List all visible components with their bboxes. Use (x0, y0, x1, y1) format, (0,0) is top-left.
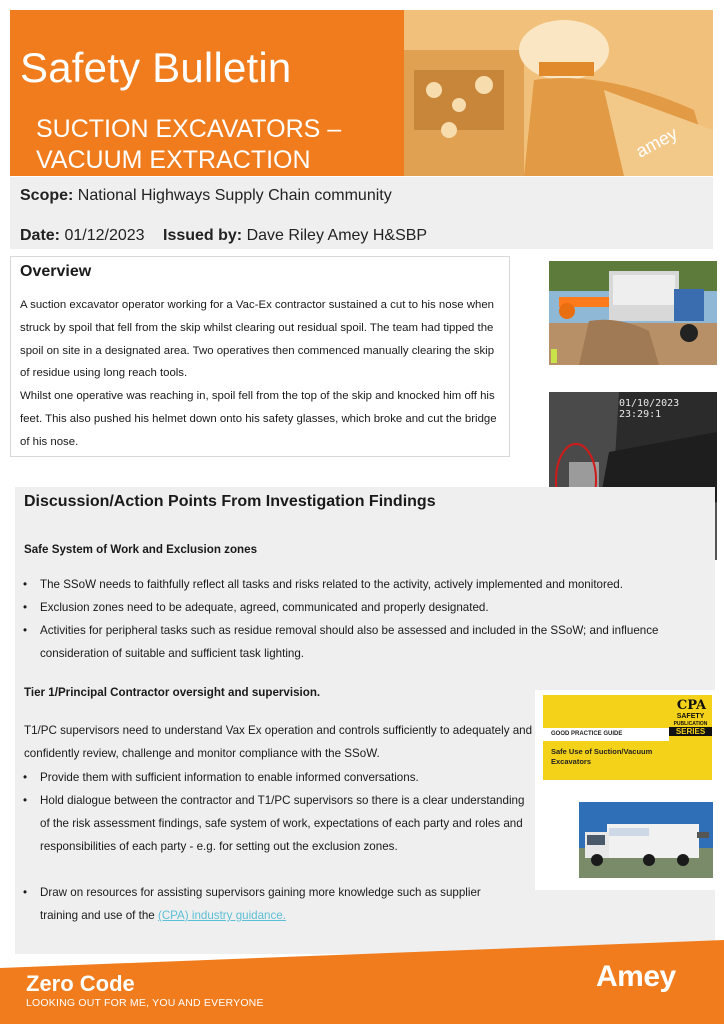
overview-section (10, 256, 510, 457)
cpa-logo: CPA (676, 698, 707, 713)
supervision-bullet: • Provide them with sufficient information to enable informed conversations. (23, 771, 419, 784)
issued-value: Dave Riley Amey H&SBP (246, 227, 428, 244)
overview-heading: Overview (20, 263, 92, 280)
ssow-subheading: Safe System of Work and Exclusion zones (24, 543, 258, 556)
guide-band-label: GOOD PRACTICE GUIDE (551, 731, 623, 737)
overview-paragraph-2: Whilst one operative was reaching in, spoil fell from the top of the skip and knocked him off his feet. This also pushed his helmet down onto his safety glasses, which broke and cut the bridge of his nose. (20, 390, 497, 448)
page-subtitle: SUCTION EXCAVATORS – VACUUM EXTRACTION (36, 115, 342, 174)
guide-panel (535, 690, 716, 890)
header-banner (10, 10, 713, 176)
supervision-subheading: Tier 1/Principal Contractor oversight and supervision. (24, 686, 321, 699)
guide-cover[interactable] (543, 695, 712, 780)
scope-label: Scope: (20, 187, 74, 204)
amey-logo: Amey (596, 960, 676, 993)
cpa-guidance-link[interactable]: (CPA) industry guidance. (157, 909, 286, 922)
series-badge: SAFETY PUBLICATION SERIES (669, 713, 712, 736)
worker-photo-illustration (404, 10, 713, 176)
issued-label: Issued by: (163, 227, 243, 244)
footer-brand: Zero Code (26, 971, 135, 996)
date-label: Date: (20, 227, 61, 244)
footer (0, 934, 724, 1024)
supervision-paragraph: T1/PC supervisors need to understand Vax Ex operation and controls sufficiently to adequately and confidently review, challenge and monitor compliance with the SSoW. (24, 724, 533, 760)
supervision-bullet: • Draw on resources for assisting supervisors gaining more knowledge such as supplier training and use of the (CPA) industry guidance. (23, 886, 481, 922)
supervision-bullet: • Hold dialogue between the contractor and T1/PC supervisors so there is a clear understanding of the risk assessment findings, safe system of work, expectations of each party and roles and responsibilities of each party - e.g. for setting out the exclusion zones. (23, 794, 525, 853)
vac-ex-truck-photo (549, 261, 717, 365)
overview-paragraph-1: A suction excavator operator working for a Vac-Ex contractor sustained a cut to his nose when struck by spoil that fell from the skip whilst clearing out residual spoil. The team had tipped the spoil on site in a designated area. Two operatives then commenced manually clearing the skip of residue using long reach tools. (20, 299, 495, 380)
scope-line (20, 187, 392, 205)
date-value: 01/12/2023 (64, 227, 145, 244)
discussion-heading: Discussion/Action Points From Investigation Findings (24, 493, 436, 510)
scope-value: National Highways Supply Chain community (77, 187, 392, 204)
date-line (20, 227, 427, 245)
ssow-bullet: • Activities for peripheral tasks such as residue removal should also be assessed and included in the SSoW; and influence consideration of suitable and sufficient task lighting. (23, 624, 659, 660)
page-title: Safety Bulletin (20, 44, 292, 91)
bulletin-meta (10, 177, 713, 249)
ssow-bullet: • Exclusion zones need to be adequate, agreed, communicated and properly designated. (23, 601, 489, 614)
cctv-timestamp: 01/10/2023 23:29:1 (619, 398, 680, 420)
ssow-bullet: • The SSoW needs to faithfully reflect all tasks and risks related to the activity, actively implemented and monitored. (23, 578, 623, 591)
photo-caption: amey (632, 123, 681, 162)
guide-title: Safe Use of Suction/Vacuum Excavators (551, 747, 653, 766)
overview-body (20, 294, 505, 454)
vac-truck-photo (579, 802, 713, 878)
footer-tagline: LOOKING OUT FOR ME, YOU AND EVERYONE (26, 997, 264, 1009)
header-photo (404, 10, 713, 176)
